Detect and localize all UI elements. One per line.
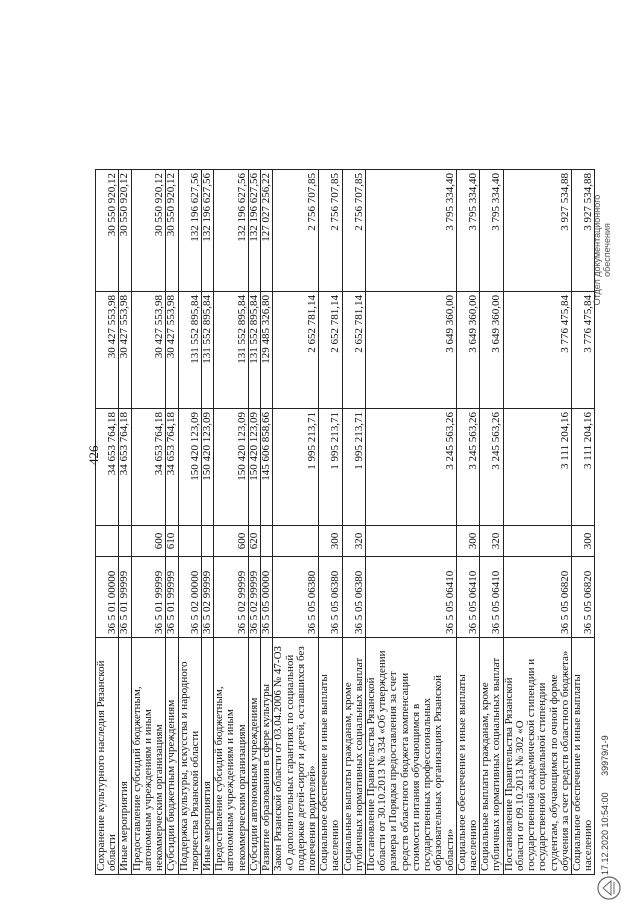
row-amount-2021: 3 111 204,16 [503, 409, 571, 526]
row-amount-2022: 2 652 781,14 [342, 292, 365, 409]
row-amount-2021: 150 420 123,09 [201, 409, 213, 526]
row-code: 36 5 05 06820 [571, 557, 594, 638]
row-amount-2023: 2 756 707,85 [342, 170, 365, 292]
row-amount-2022: 30 427 553,98 [119, 292, 131, 409]
row-expense-type: 300 [456, 526, 479, 557]
row-name: Закон Рязанской области от 03.04.2006 № 47-ОЗ «О дополнительных гарантиях по социальной поддержке детей-сирот и детей, оставшихся без попечения родителей» [273, 638, 319, 875]
row-amount-2022: 3 649 360,00 [480, 292, 503, 409]
row-amount-2021: 34 653 764,18 [166, 409, 178, 526]
row-amount-2021: 34 653 764,18 [119, 409, 131, 526]
stamp-line-1: Отдел документационного [592, 194, 602, 306]
row-code: 36 5 05 00000 [261, 557, 273, 638]
row-amount-2022: 2 652 781,14 [319, 292, 342, 409]
table-row [503, 170, 571, 875]
table-row [131, 170, 166, 875]
row-name: Иные мероприятия [119, 638, 131, 875]
row-amount-2023: 3 927 534,88 [571, 170, 594, 292]
row-amount-2021: 145 606 858,66 [261, 409, 273, 526]
table-row [201, 170, 213, 875]
row-amount-2021: 150 420 123,09 [178, 409, 201, 526]
row-amount-2023: 132 196 627,56 [214, 170, 249, 292]
page-number: 426 [86, 445, 101, 465]
row-expense-type: 320 [342, 526, 365, 557]
table-row [214, 170, 249, 875]
row-expense-type [273, 526, 319, 557]
row-amount-2023: 127 027 256,22 [261, 170, 273, 292]
row-name: Социальные выплаты гражданам, кроме публичных нормативных социальных выплат [342, 638, 365, 875]
row-name: Постановление Правительства Рязанской области от 30.10.2013 № 334 «Об утверждении размера и Порядка предоставления за счет средств областного бюджета компенсации стоимости питания обучающимся в государственных профессиональных образовательных организациях Рязанской области» [366, 638, 457, 875]
row-amount-2023: 132 196 627,56 [248, 170, 260, 292]
row-amount-2021: 1 995 213,71 [319, 409, 342, 526]
row-amount-2023: 2 756 707,85 [319, 170, 342, 292]
table-row [178, 170, 201, 875]
row-amount-2021: 3 245 563,26 [366, 409, 457, 526]
table-row [342, 170, 365, 875]
row-expense-type: 600 [214, 526, 249, 557]
row-expense-type: 610 [166, 526, 178, 557]
row-amount-2021: 1 995 213,71 [342, 409, 365, 526]
row-name: Предоставление субсидий бюджетным, автономным учреждениям и иным некоммерческим организациям [131, 638, 166, 875]
row-expense-type: 300 [319, 526, 342, 557]
row-amount-2023: 2 756 707,85 [273, 170, 319, 292]
row-name: Поддержка культуры, искусства и народного творчества Рязанской области [178, 638, 201, 875]
row-expense-type [96, 526, 119, 557]
row-name: Субсидии бюджетным учреждениям [166, 638, 178, 875]
row-amount-2023: 132 196 627,56 [201, 170, 213, 292]
table-row [366, 170, 457, 875]
row-amount-2023: 30 550 920,12 [131, 170, 166, 292]
row-code: 36 5 05 06820 [503, 557, 571, 638]
row-code: 36 5 02 00000 [178, 557, 201, 638]
row-code: 36 5 01 99999 [166, 557, 178, 638]
department-stamp [592, 155, 613, 345]
row-amount-2021: 150 420 123,09 [248, 409, 260, 526]
row-name: Постановление Правительства Рязанской области от 09.10.2013 № 302 «О государственной академической стипендии и государственной социальной стипендии студентам, обучающимся по очной форме обучения за счет средств областного бюджета» [503, 638, 571, 875]
row-amount-2021: 3 111 204,16 [571, 409, 594, 526]
row-name: Субсидии автономным учреждениям [248, 638, 260, 875]
row-code: 36 5 05 06410 [456, 557, 479, 638]
row-expense-type [178, 526, 201, 557]
row-amount-2023: 30 550 920,12 [96, 170, 119, 292]
row-amount-2022: 2 652 781,14 [273, 292, 319, 409]
row-name: Предоставление субсидий бюджетным, автономным учреждениям и иным некоммерческим организациям [214, 638, 249, 875]
row-amount-2022: 131 552 895,84 [248, 292, 260, 409]
row-amount-2022: 131 552 895,84 [178, 292, 201, 409]
row-amount-2023: 3 795 334,40 [456, 170, 479, 292]
row-expense-type [261, 526, 273, 557]
row-amount-2021: 3 245 563,26 [480, 409, 503, 526]
row-name: Иные мероприятия [201, 638, 213, 875]
table-row [456, 170, 479, 875]
row-amount-2022: 3 649 360,00 [366, 292, 457, 409]
row-amount-2023: 132 196 627,56 [178, 170, 201, 292]
row-amount-2023: 30 550 920,12 [166, 170, 178, 292]
row-expense-type: 320 [480, 526, 503, 557]
row-amount-2021: 34 653 764,18 [131, 409, 166, 526]
stamp-line-2: обеспечения [602, 223, 613, 277]
table-row [261, 170, 273, 875]
row-name: Социальное обеспечение и иные выплаты населению [456, 638, 479, 875]
row-code: 36 5 02 99999 [201, 557, 213, 638]
table-row [119, 170, 131, 875]
row-amount-2022: 3 776 475,84 [503, 292, 571, 409]
row-code: 36 5 01 00000 [96, 557, 119, 638]
row-expense-type: 600 [131, 526, 166, 557]
table-row [319, 170, 342, 875]
table-row [480, 170, 503, 875]
row-name: Развитие образования в сфере культуры [261, 638, 273, 875]
row-expense-type [366, 526, 457, 557]
row-amount-2021: 1 995 213,71 [273, 409, 319, 526]
row-amount-2023: 3 795 334,40 [366, 170, 457, 292]
row-code: 36 5 01 99999 [119, 557, 131, 638]
row-name: Социальное обеспечение и иные выплаты населению [319, 638, 342, 875]
row-code: 36 5 02 99999 [214, 557, 249, 638]
row-expense-type [119, 526, 131, 557]
row-amount-2021: 150 420 123,09 [214, 409, 249, 526]
row-amount-2022: 131 552 895,84 [201, 292, 213, 409]
footer-doc-id: 39979/1-9 [600, 735, 610, 776]
footer-timestamp: 17.12.2020 10:54:00 [600, 792, 610, 875]
row-amount-2022: 3 649 360,00 [456, 292, 479, 409]
row-code: 36 5 05 06380 [342, 557, 365, 638]
row-amount-2023: 30 550 920,12 [119, 170, 131, 292]
row-amount-2021: 34 653 764,18 [96, 409, 119, 526]
row-expense-type [503, 526, 571, 557]
budget-table [95, 169, 595, 875]
row-amount-2022: 131 552 895,84 [214, 292, 249, 409]
row-name: Сохранение культурного наследия Рязанской области [96, 638, 119, 875]
row-name: Социальные выплаты гражданам, кроме публичных нормативных социальных выплат [480, 638, 503, 875]
row-code: 36 5 01 99999 [131, 557, 166, 638]
row-amount-2023: 3 795 334,40 [480, 170, 503, 292]
row-amount-2021: 3 245 563,26 [456, 409, 479, 526]
table-row [248, 170, 260, 875]
row-code: 36 5 05 06380 [273, 557, 319, 638]
row-amount-2022: 30 427 553,98 [166, 292, 178, 409]
row-expense-type: 620 [248, 526, 260, 557]
row-code: 36 5 05 06410 [480, 557, 503, 638]
row-amount-2022: 30 427 553,98 [96, 292, 119, 409]
row-code: 36 5 05 06410 [366, 557, 457, 638]
row-expense-type: 300 [571, 526, 594, 557]
row-code: 36 5 02 99999 [248, 557, 260, 638]
registry-logo-icon [596, 875, 622, 901]
table-row [96, 170, 119, 875]
document-footer [600, 721, 610, 875]
row-amount-2023: 3 927 534,88 [503, 170, 571, 292]
row-amount-2022: 129 485 326,80 [261, 292, 273, 409]
row-expense-type [201, 526, 213, 557]
row-code: 36 5 05 06380 [319, 557, 342, 638]
row-amount-2022: 30 427 553,98 [131, 292, 166, 409]
table-row [166, 170, 178, 875]
table-row [273, 170, 319, 875]
row-amount-2022: 3 776 475,84 [571, 292, 594, 409]
row-name: Социальное обеспечение и иные выплаты населению [571, 638, 594, 875]
